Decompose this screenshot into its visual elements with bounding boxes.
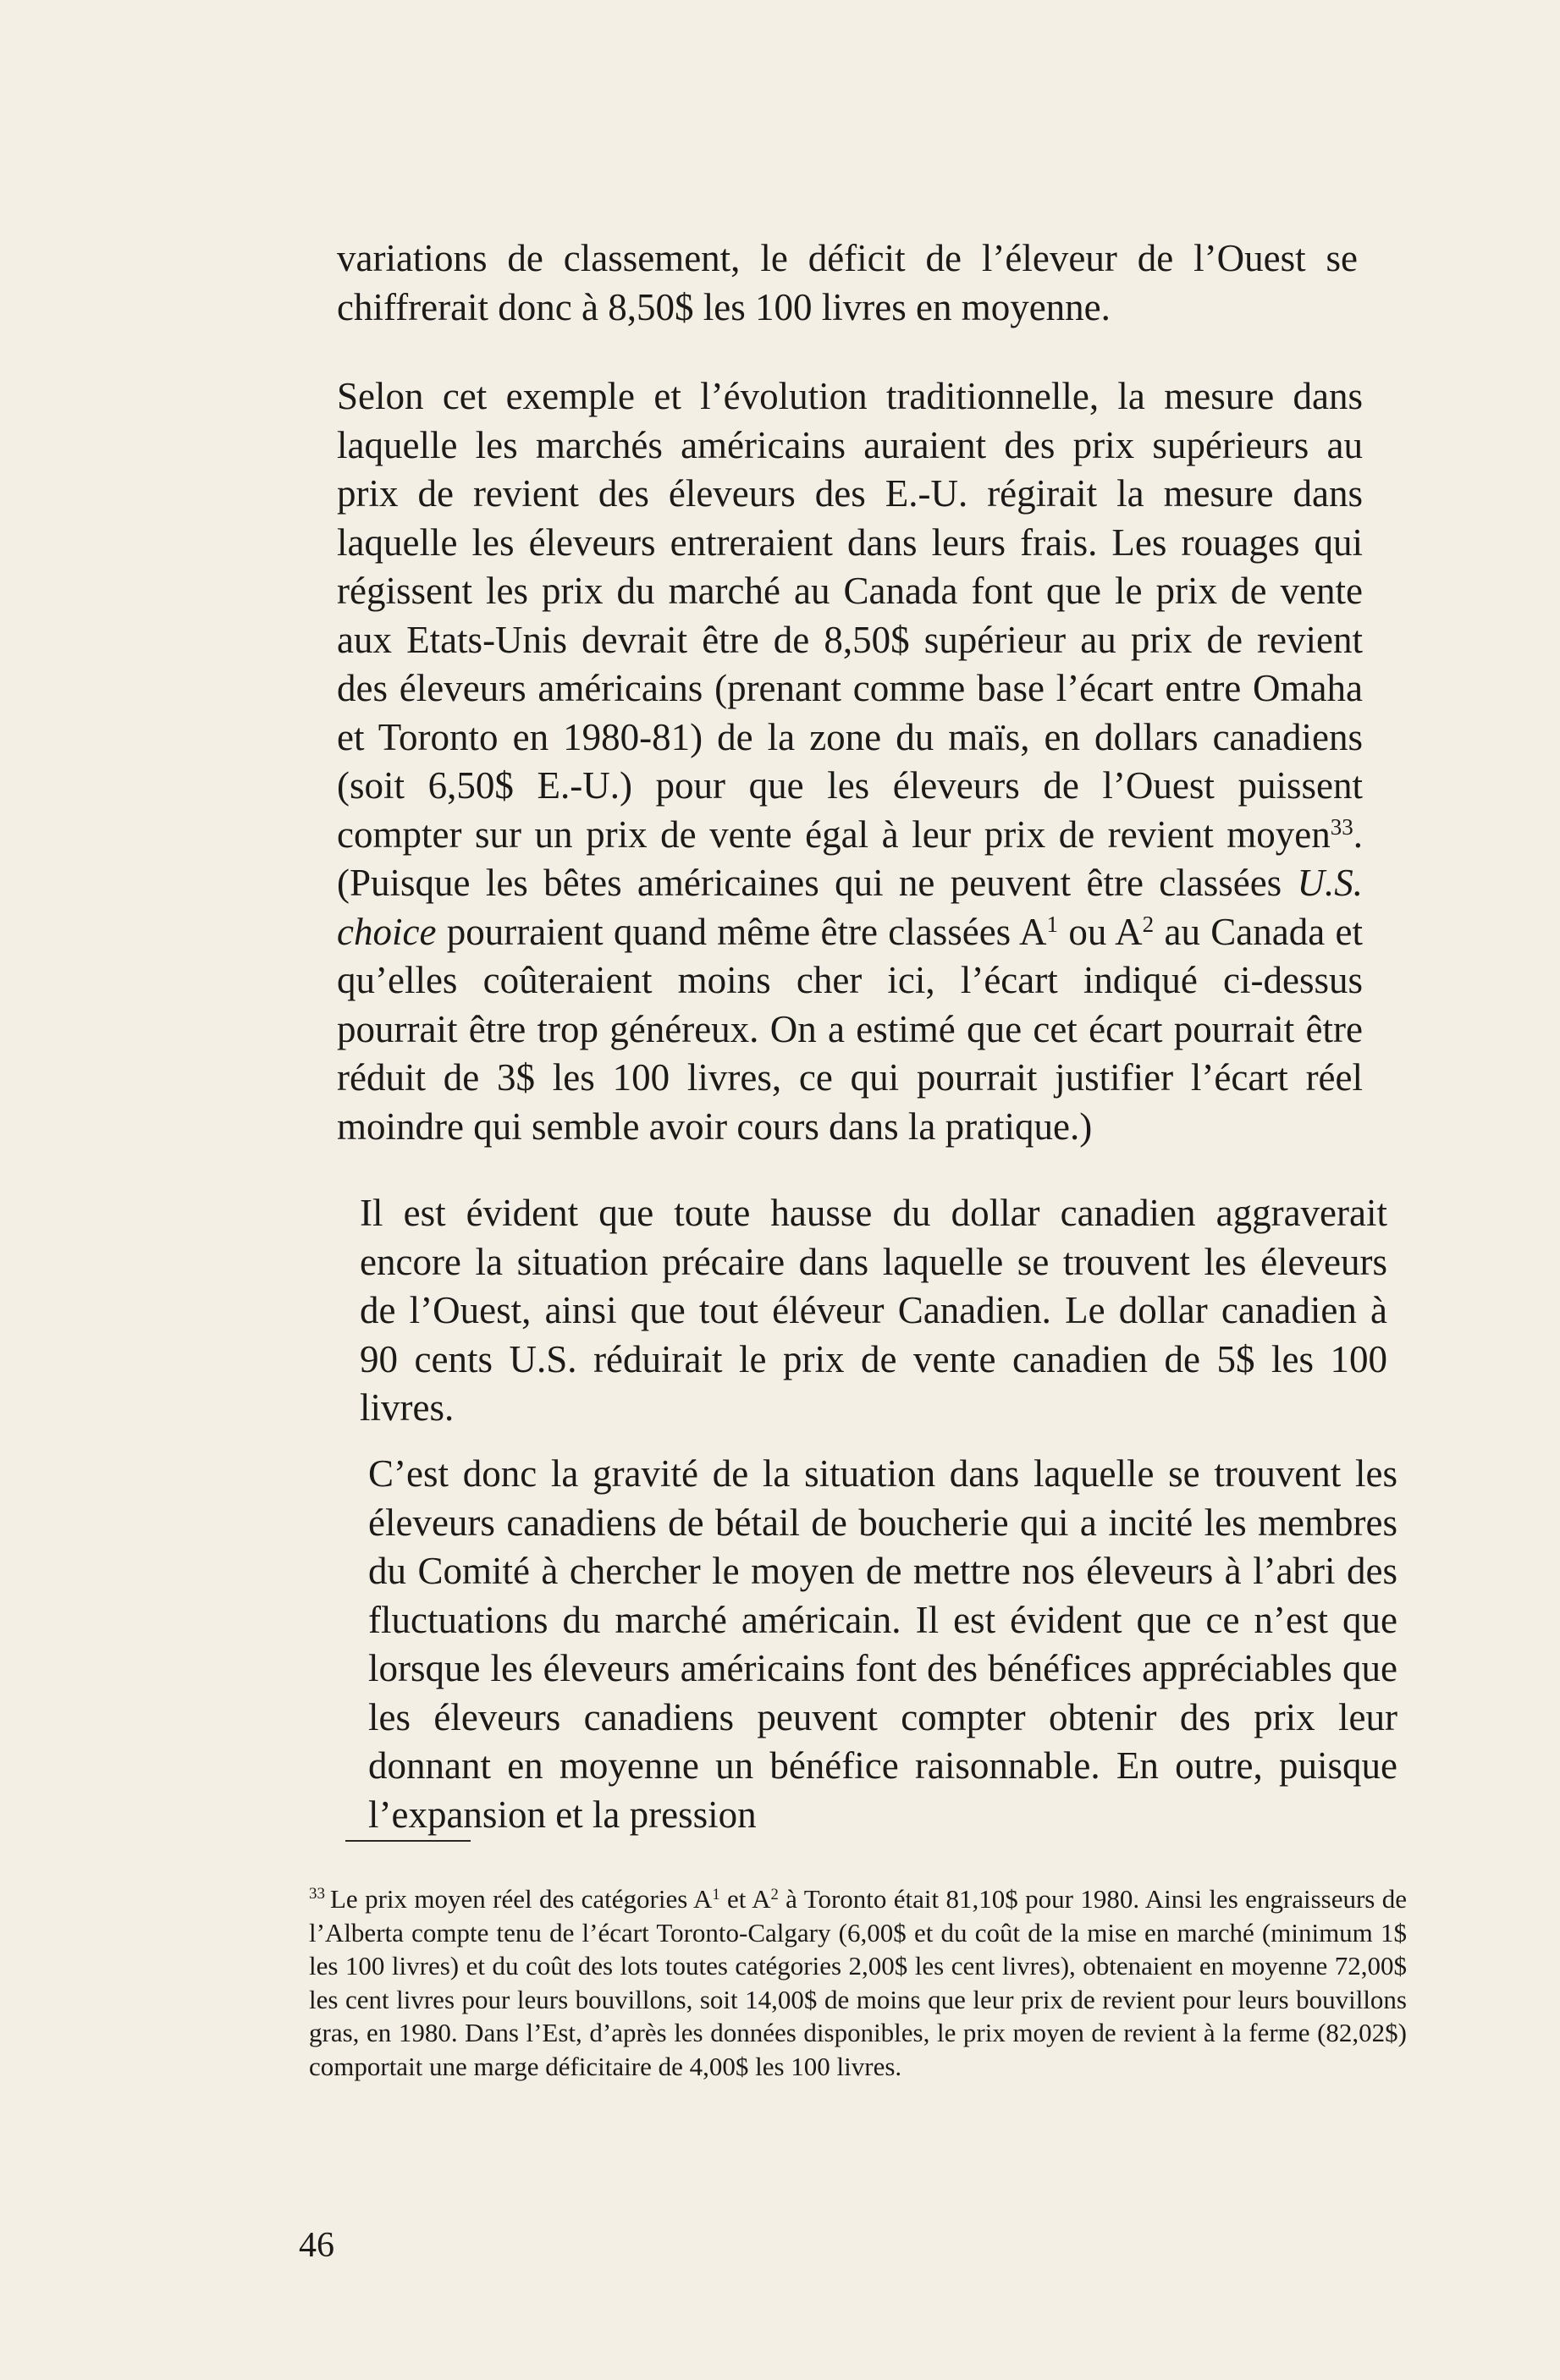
footnote-33 xyxy=(309,1877,1407,2083)
paragraph-gravite-situation: C’est donc la gravité de la situation dans laquelle se trouvent les éleveurs canadiens de bétail de boucherie qui a incité les membres du Comité à chercher le moyen de mettre nos éleveurs à l’abri des fluctuations du marché américain. Il est évident que ce n’est que lorsque les éleveurs américains font des bénéfices appréciables que les éleveurs canadiens peuvent compter obtenir des prix leur donnant en moyenne un bénéfice raisonnable. En outre, puisque l’expansion et la pression xyxy=(368,1452,1397,1836)
footnote-text-part: et A xyxy=(719,1884,771,1914)
page-number: 46 xyxy=(299,2226,334,2265)
grade-superscript: 2 xyxy=(770,1885,779,1903)
paragraph-text-part: . (Puisque les bêtes américaines qui ne peuvent être classées xyxy=(337,813,1363,904)
paragraph-continuation: variations de classement, le déficit de l’éleveur de l’Ouest se chiffrerait donc à 8,50$ les 100 livres en moyenne. xyxy=(337,237,1358,328)
footnote-marker: 33 xyxy=(309,1885,325,1903)
italic-term: U.S. choice xyxy=(337,862,1363,953)
paragraph-text-part: au Canada et qu’elles coûteraient moins cher ici, l’écart indiqué ci-dessus pourrait être trop généreux. On a estimé que cet écart pourrait être réduit de 3$ les 100 livres, ce qui pourrait justifier l’écart réel moindre qui semble avoir cours dans la pratique.) xyxy=(337,910,1363,1148)
grade-superscript: 2 xyxy=(1142,911,1155,937)
grade-superscript: 1 xyxy=(1046,911,1059,937)
paragraph-text-part: pourraient quand même être classées A xyxy=(436,910,1047,953)
footnote-text-part: à Toronto était 81,10$ pour 1980. Ainsi les engraisseurs de l’Alberta compte tenu de l’écart Toronto-Calgary (6,00$ et du coût de la mise en marché (minimum 1$ les 100 livres) et du coût des lots toutes catégories 2,00$ les cent livres), obtenaient en moyenne 72,00$ les cent livres pour leurs bouvillons, soit 14,00$ de moins que leur prix de revient pour leurs bouvillons gras, en 1980. Dans l’Est, d’après les données disponibles, le prix moyen de revient à la ferme (82,02$) comportait une marge déficitaire de 4,00$ les 100 livres. xyxy=(309,1884,1407,2081)
footnote-reference: 33 xyxy=(1330,813,1353,840)
grade-superscript: 1 xyxy=(712,1885,720,1903)
paragraph-text-part: ou A xyxy=(1058,910,1143,953)
paragraph-selon-cet-exemple xyxy=(337,372,1363,1151)
paragraph-dollar-canadien: Il est évident que toute hausse du dollar canadien aggraverait encore la situation précaire dans laquelle se trouvent les éleveurs de l’Ouest, ainsi que tout éléveur Canadien. Le dollar canadien à 90 cents U.S. réduirait le prix de vente canadien de 5$ les 100 livres. xyxy=(360,1192,1387,1429)
footnote-text-part: Le prix moyen réel des catégories A xyxy=(330,1884,713,1914)
footnote-separator xyxy=(345,1840,471,1842)
paragraph-text-part: Selon cet exemple et l’évolution traditionnelle, la mesure dans laquelle les marchés américains auraient des prix supérieurs au prix de revient des éleveurs des E.-U. régirait la mesure dans laquelle les éleveurs entreraient dans leurs frais. Les rouages qui régissent les prix du marché au Canada font que le prix de vente aux Etats-Unis devrait être de 8,50$ supérieur au prix de revient des éleveurs américains (prenant comme base l’écart entre Omaha et Toronto en 1980-81) de la zone du maïs, en dollars canadiens (soit 6,50$ E.-U.) pour que les éleveurs de l’Ouest puissent compter sur un prix de vente égal à leur prix de revient moyen xyxy=(337,375,1363,856)
